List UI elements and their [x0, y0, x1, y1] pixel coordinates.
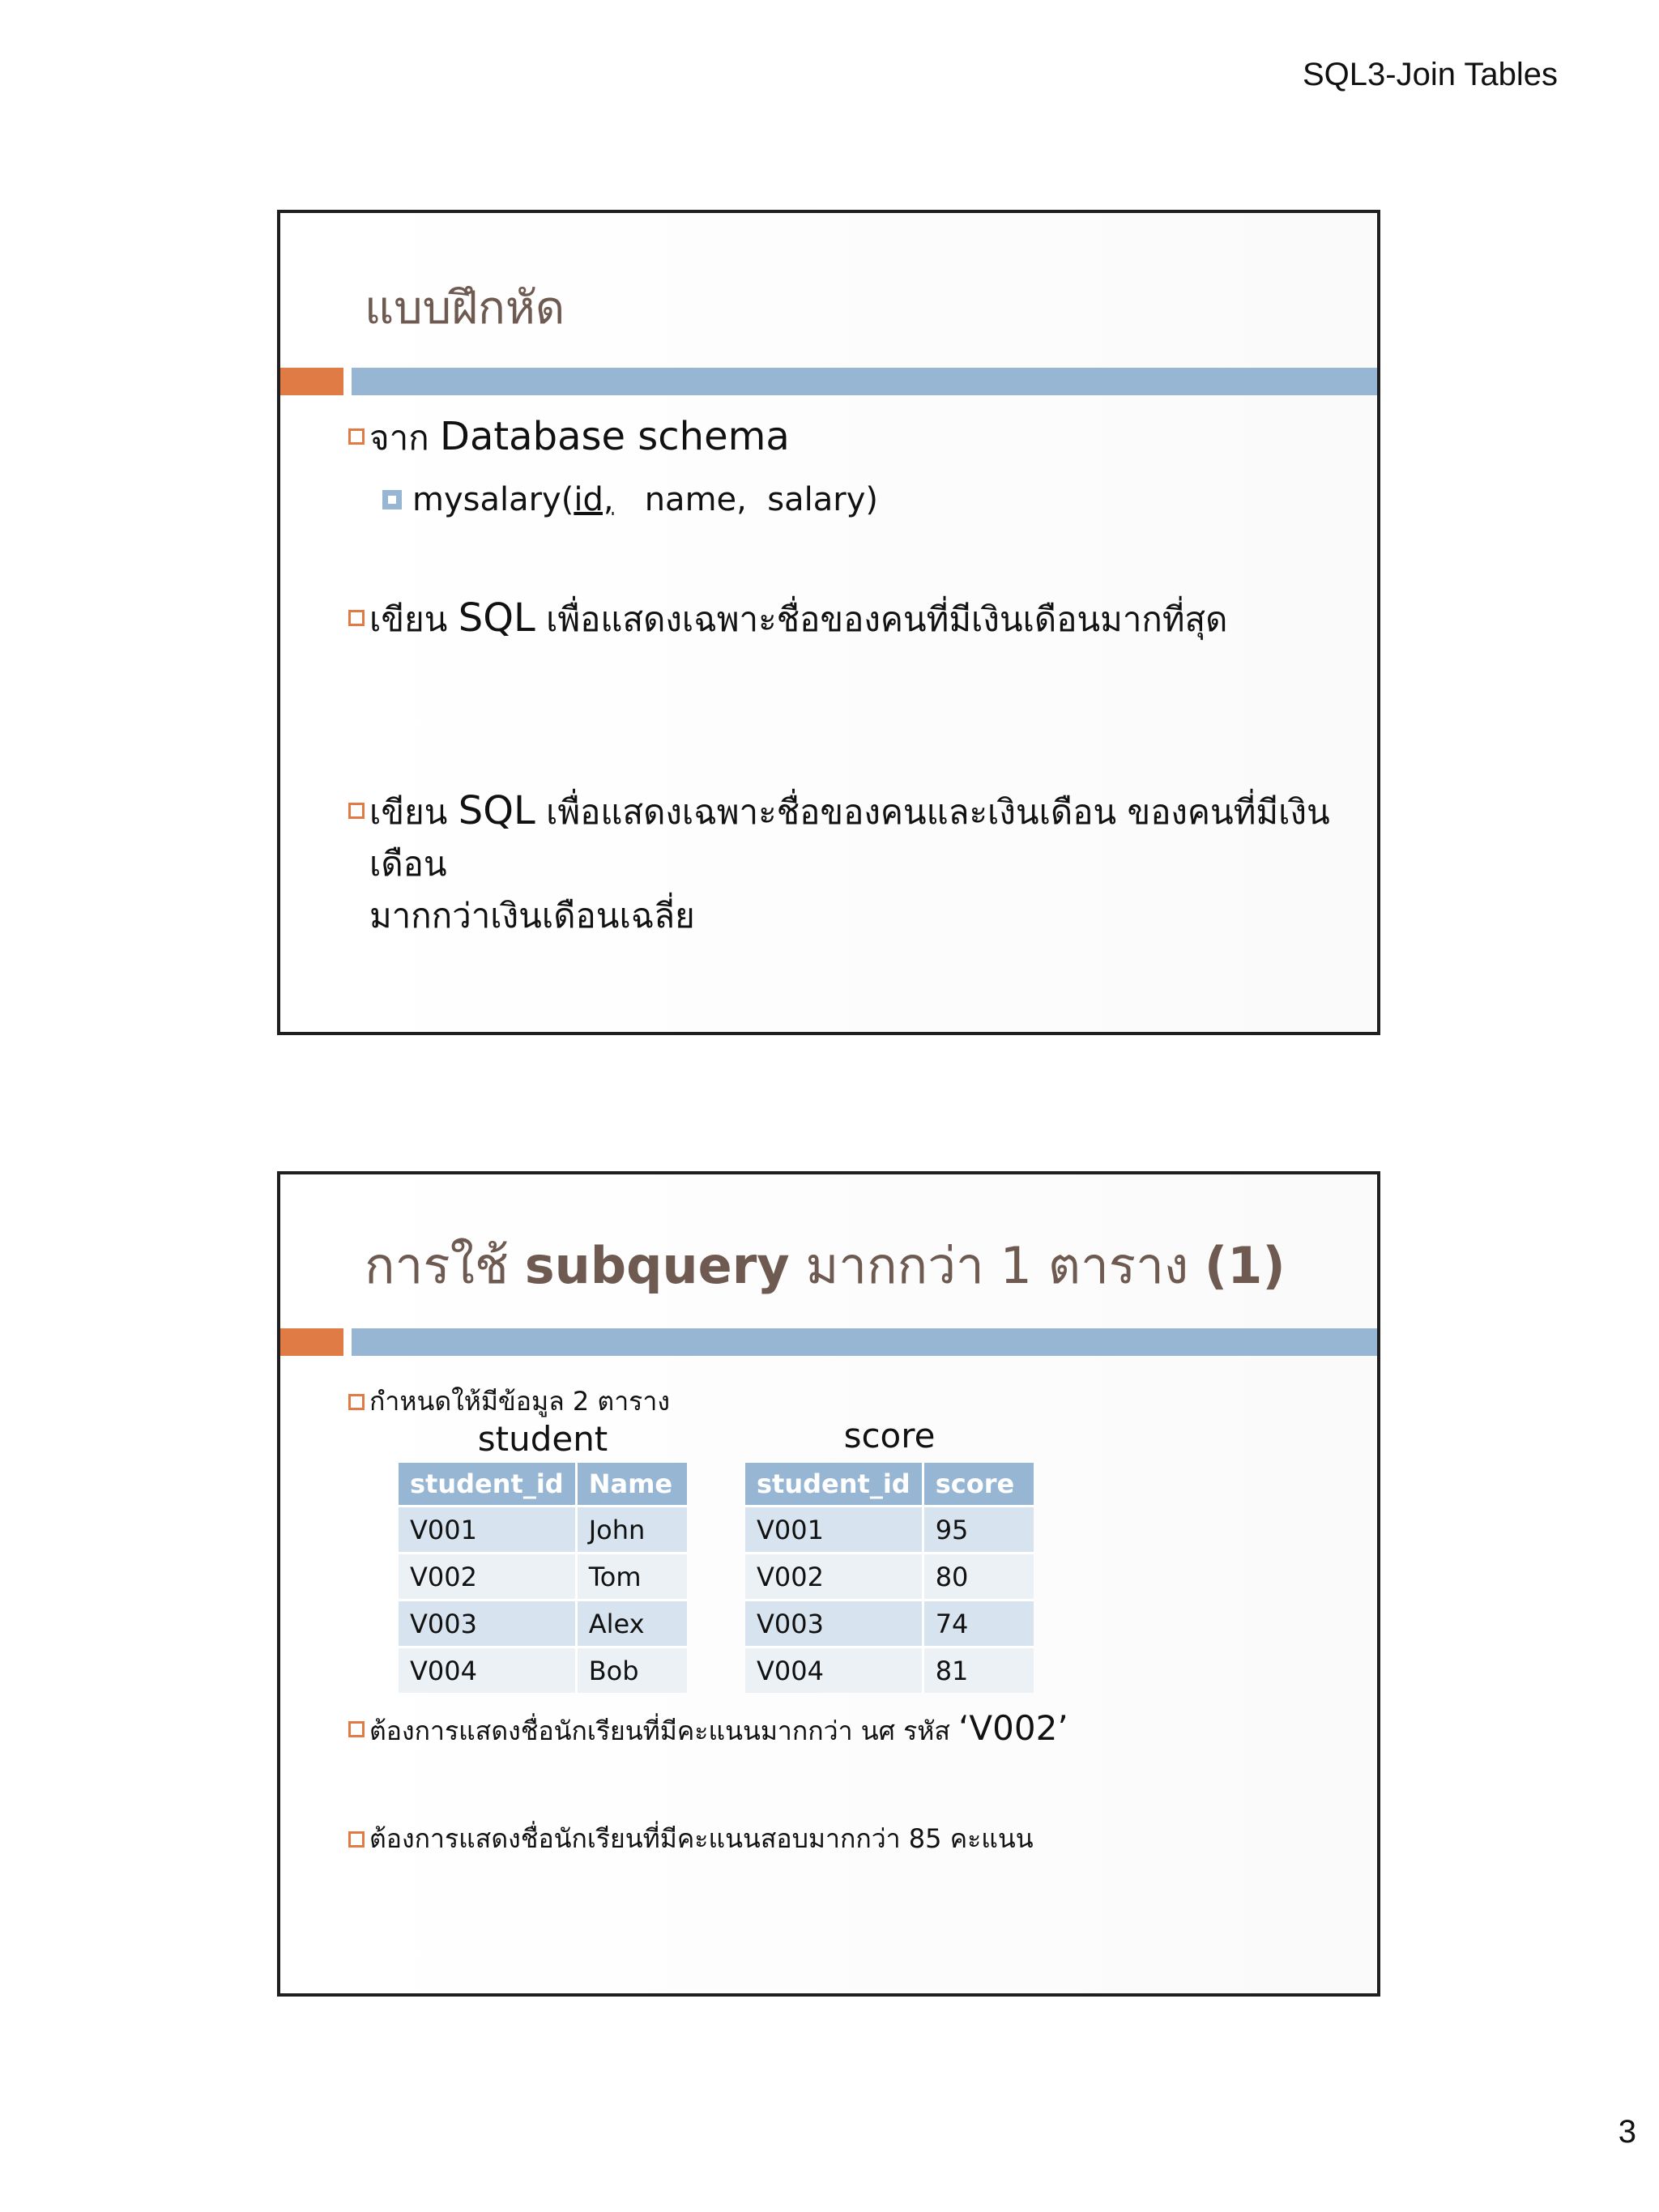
page-header: SQL3-Join Tables	[1303, 57, 1558, 92]
schema-columns: name, salary)	[613, 481, 878, 518]
bullet-query-2	[369, 1813, 1034, 1865]
schema-primary-key: id,	[574, 481, 614, 518]
slide-title: แบบฝึกหัด	[365, 282, 565, 335]
bullet-square-icon	[348, 1394, 365, 1410]
bullet-schema	[369, 411, 790, 464]
table-cell: V004	[399, 1647, 576, 1694]
table-cell: 80	[923, 1554, 1034, 1600]
accent-bar-orange	[280, 368, 343, 395]
schema-table-name: mysalary(	[412, 481, 574, 518]
bullet-text: ต้องการแสดงชื่อนักเรียนที่มีคะแนนสอบมากกว่า 85 คะแนน	[369, 1823, 1034, 1854]
table-row	[399, 1600, 687, 1647]
bullet-square-icon	[348, 1721, 365, 1737]
table-cell: V002	[399, 1554, 576, 1600]
bullet-prefix: เขียน	[369, 599, 448, 639]
accent-bar-blue	[352, 1328, 1377, 1356]
table-cell: V001	[745, 1507, 923, 1554]
title-suffix: (1)	[1204, 1236, 1286, 1295]
schema-definition	[412, 477, 878, 522]
bullet-square-icon	[348, 428, 365, 445]
table-row	[399, 1554, 687, 1600]
slide-subquery-multi-table	[277, 1171, 1380, 1997]
title-middle: มากกว่า 1 ตาราง	[805, 1236, 1189, 1295]
sql-keyword: SQL	[458, 595, 535, 641]
table-row	[399, 1507, 687, 1554]
bullet-square-icon	[348, 803, 365, 819]
accent-bar-blue	[352, 368, 1377, 395]
column-header: student_id	[745, 1463, 923, 1507]
column-header: Name	[576, 1463, 687, 1507]
title-keyword: subquery	[524, 1236, 790, 1295]
table-cell: V001	[399, 1507, 576, 1554]
table-cell: 74	[923, 1600, 1034, 1647]
title-prefix: การใช้	[365, 1236, 510, 1295]
table-row	[745, 1600, 1034, 1647]
bullet-text: เพื่อแสดงเฉพาะชื่อของคนและเงินเดือน ของคนที่มีเงินเดือน	[369, 792, 1330, 884]
accent-bar-orange	[280, 1328, 343, 1356]
column-header: score	[923, 1463, 1034, 1507]
table-cell: 81	[923, 1647, 1034, 1694]
table-row	[745, 1554, 1034, 1600]
table-row	[399, 1647, 687, 1694]
bullet-prefix: เขียน	[369, 792, 448, 832]
student-code: ‘V002’	[958, 1708, 1068, 1748]
bullet-exercise-1	[369, 592, 1227, 646]
column-header: student_id	[399, 1463, 576, 1507]
bullet-square-icon	[348, 610, 365, 626]
bullet-query-1	[369, 1703, 1068, 1757]
table-cell: 95	[923, 1507, 1034, 1554]
slide-exercise	[277, 210, 1380, 1035]
table-cell: V004	[745, 1647, 923, 1694]
table-row	[745, 1507, 1034, 1554]
score-table	[745, 1463, 1034, 1693]
table-row	[745, 1647, 1034, 1694]
bullet-main: Database schema	[439, 414, 790, 459]
table-cell: Alex	[576, 1600, 687, 1647]
table-cell: Tom	[576, 1554, 687, 1600]
table-cell: John	[576, 1507, 687, 1554]
student-table-caption: student	[477, 1419, 608, 1459]
bullet-text: กำหนดให้มีข้อมูล 2 ตาราง	[369, 1386, 670, 1417]
bullet-square-icon	[348, 1831, 365, 1848]
sub-bullet-square-icon	[382, 490, 402, 509]
student-table	[399, 1463, 687, 1693]
bullet-text: ต้องการแสดงชื่อนักเรียนที่มีคะแนนมากกว่า นศ รหัส	[369, 1715, 950, 1746]
bullet-text: เพื่อแสดงเฉพาะชื่อของคนที่มีเงินเดือนมากที่สุด	[546, 599, 1228, 639]
score-table-caption: score	[843, 1416, 936, 1455]
table-cell: V002	[745, 1554, 923, 1600]
bullet-text-line-2: มากกว่าเงินเดือนเฉลี่ย	[369, 896, 695, 936]
page-number: 3	[1618, 2114, 1636, 2150]
table-cell: Bob	[576, 1647, 687, 1694]
slide-title	[365, 1226, 1286, 1306]
sql-keyword: SQL	[458, 788, 535, 833]
table-cell: V003	[745, 1600, 923, 1647]
bullet-exercise-2	[369, 785, 1377, 942]
bullet-prefix: จาก	[369, 418, 429, 458]
table-cell: V003	[399, 1600, 576, 1647]
